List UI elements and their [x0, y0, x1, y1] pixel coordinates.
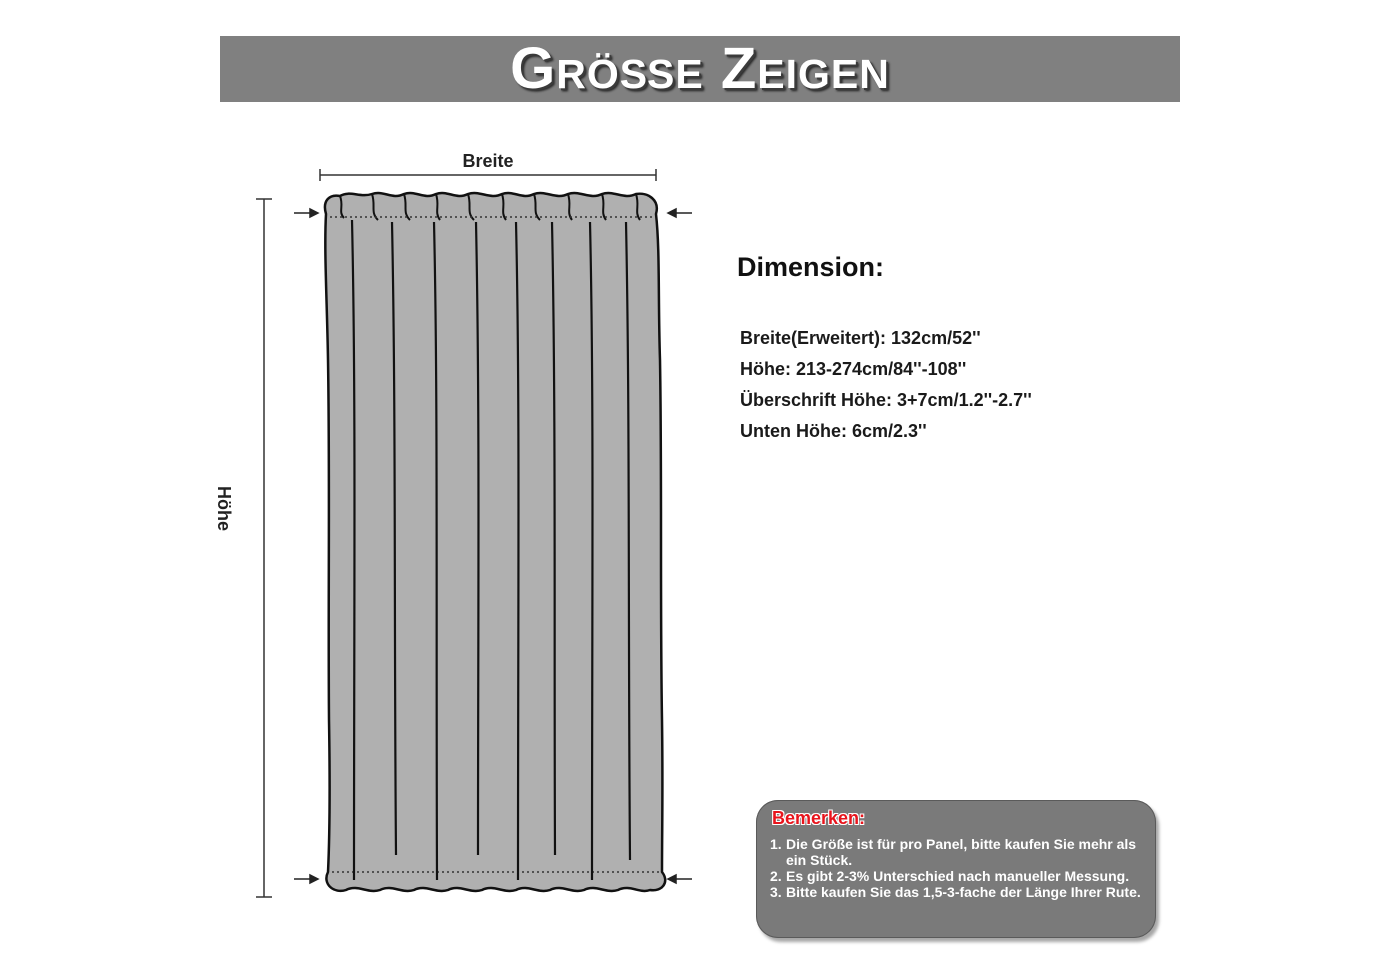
- note-text: Die Größe ist für pro Panel, bitte kaufen Sie mehr als ein Stück.: [786, 836, 1137, 868]
- notes-list: [770, 836, 1150, 900]
- height-label: Höhe: [214, 486, 234, 531]
- dimension-item-header-height: Überschrift Höhe: 3+7cm/1.2''-2.7'': [740, 390, 1032, 410]
- dimension-item-width: Breite(Erweitert): 132cm/52'': [740, 328, 981, 348]
- dimension-title: Dimension:: [737, 252, 885, 282]
- note-item: [770, 836, 1150, 868]
- top-left-arrow: [294, 209, 318, 217]
- dimension-item-bottom-height: Unten Höhe: 6cm/2.3'': [740, 421, 927, 441]
- note-item: [770, 868, 1150, 884]
- curtain-panel: [325, 193, 665, 891]
- dimension-list: [740, 323, 1032, 447]
- bottom-left-arrow: [294, 875, 318, 883]
- bottom-right-arrow: [668, 875, 692, 883]
- page-title: Größe Zeigen: [510, 36, 890, 101]
- note-number: 3.: [770, 884, 782, 900]
- height-dimension-line: [256, 199, 272, 897]
- note-number: 1.: [770, 836, 782, 852]
- notes-box: [756, 800, 1156, 938]
- width-label: Breite: [462, 151, 514, 171]
- top-right-arrow: [668, 209, 692, 217]
- note-text: Bitte kaufen Sie das 1,5-3-fache der Länge Ihrer Rute.: [786, 884, 1141, 900]
- dimension-item-height: Höhe: 213-274cm/84''-108'': [740, 359, 967, 379]
- note-number: 2.: [770, 868, 782, 884]
- note-text: Es gibt 2-3% Unterschied nach manueller Messung.: [786, 868, 1130, 884]
- notes-title: Bemerken:: [772, 808, 866, 828]
- note-item: [770, 884, 1150, 900]
